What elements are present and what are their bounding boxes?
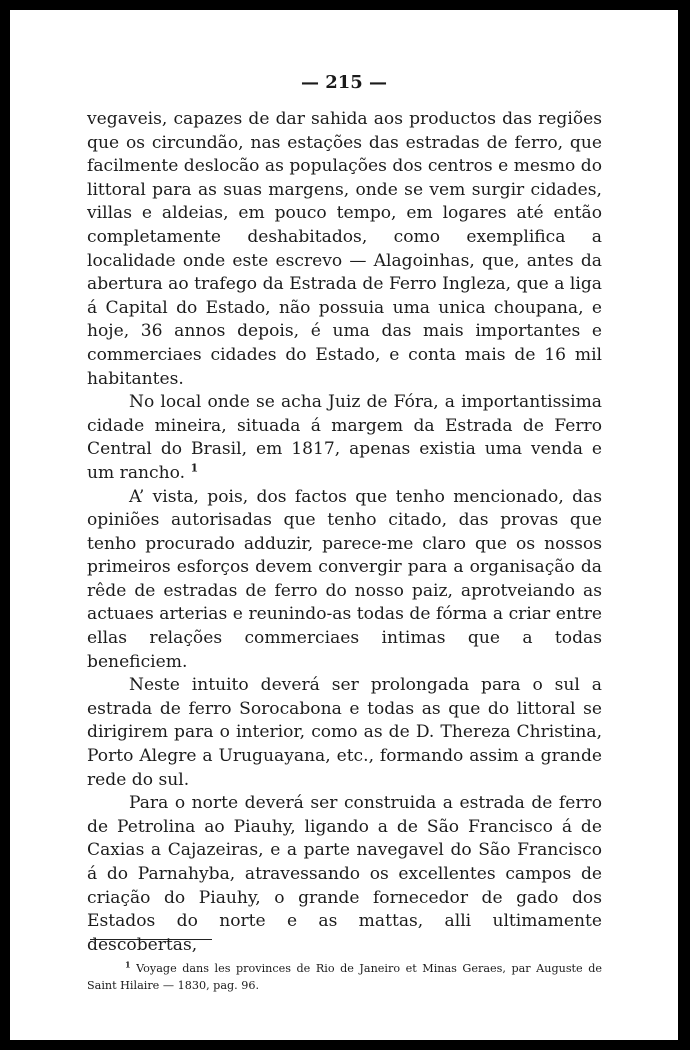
page-number: — 215 — bbox=[300, 72, 388, 93]
paragraph-text: Para o norte deverá ser construida a estrada de ferro de Petrolina ao Piauhy, ligando a de São Francisco á de Caxias a Cajazeiras, e a parte navegavel do São Francisco á do Parnahyba, atravessando os excellentes campos de criação do Piauhy, o grande fornecedor de gado dos Estados do norte e as mattas, alli ultimamente descobertas, bbox=[87, 793, 602, 955]
paragraph bbox=[87, 674, 602, 792]
paragraph bbox=[87, 108, 602, 391]
footnote-text: Voyage dans les provinces de Rio de Janeiro et Minas Geraes, par Auguste de Saint Hilaire — 1830, pag. 96. bbox=[87, 962, 602, 992]
paragraph-text: A’ vista, pois, dos factos que tenho mencionado, das opiniões autorisadas que tenho citado, das provas que tenho procurado adduzir, parece-me claro que os nossos primeiros esforços devem convergir para a organisação da rêde de estradas de ferro do nosso paiz, aprotveiando as actuaes arterias e reunindo-as todas de fórma a criar entre ellas relações commerciaes intimas que a todas beneficiem. bbox=[87, 486, 602, 672]
paragraph-text: Neste intuito deverá ser prolongada para o sul a estrada de ferro Sorocabona e todas as que do littoral se dirigirem para o interior, como as de D. Thereza Christina, Porto Alegre a Uruguayana, etc., formando assim a grande rede do sul. bbox=[87, 675, 602, 790]
book-page bbox=[10, 10, 678, 1040]
paragraph-text: vegaveis, capazes de dar sahida aos productos das regiões que os circundão, nas estações das estradas de ferro, que facilmente deslocão as populações dos centros e mesmo do littoral para as suas margens, onde se vem surgir cidades, villas e aldeias, em pouco tempo, em logares até então completamente deshabitados, como exemplifica a localidade onde este escrevo — Alagoinhas, que, antes da abertura ao trafego da Estrada de Ferro Ingleza, que a liga á Capital do Estado, não possuia uma unica choupana, e hoje, 36 annos depois, é uma das mais importantes e commerciaes cidades do Estado, e conta mais de 16 mil habitantes. bbox=[87, 109, 602, 389]
footnote-divider bbox=[90, 939, 212, 940]
body-text bbox=[87, 108, 602, 957]
footnote-paragraph bbox=[87, 960, 602, 994]
paragraph bbox=[87, 486, 602, 675]
footnote bbox=[87, 960, 602, 994]
paragraph-text: No local onde se acha Juiz de Fóra, a importantissima cidade mineira, situada á margem da Estrada de Ferro Central do Brasil, em 1817, apenas existia uma venda e um rancho. bbox=[87, 392, 602, 483]
paragraph bbox=[87, 391, 602, 485]
paragraph bbox=[87, 792, 602, 957]
footnote-reference: 1 bbox=[190, 461, 199, 475]
footnote-mark: 1 bbox=[125, 959, 131, 970]
